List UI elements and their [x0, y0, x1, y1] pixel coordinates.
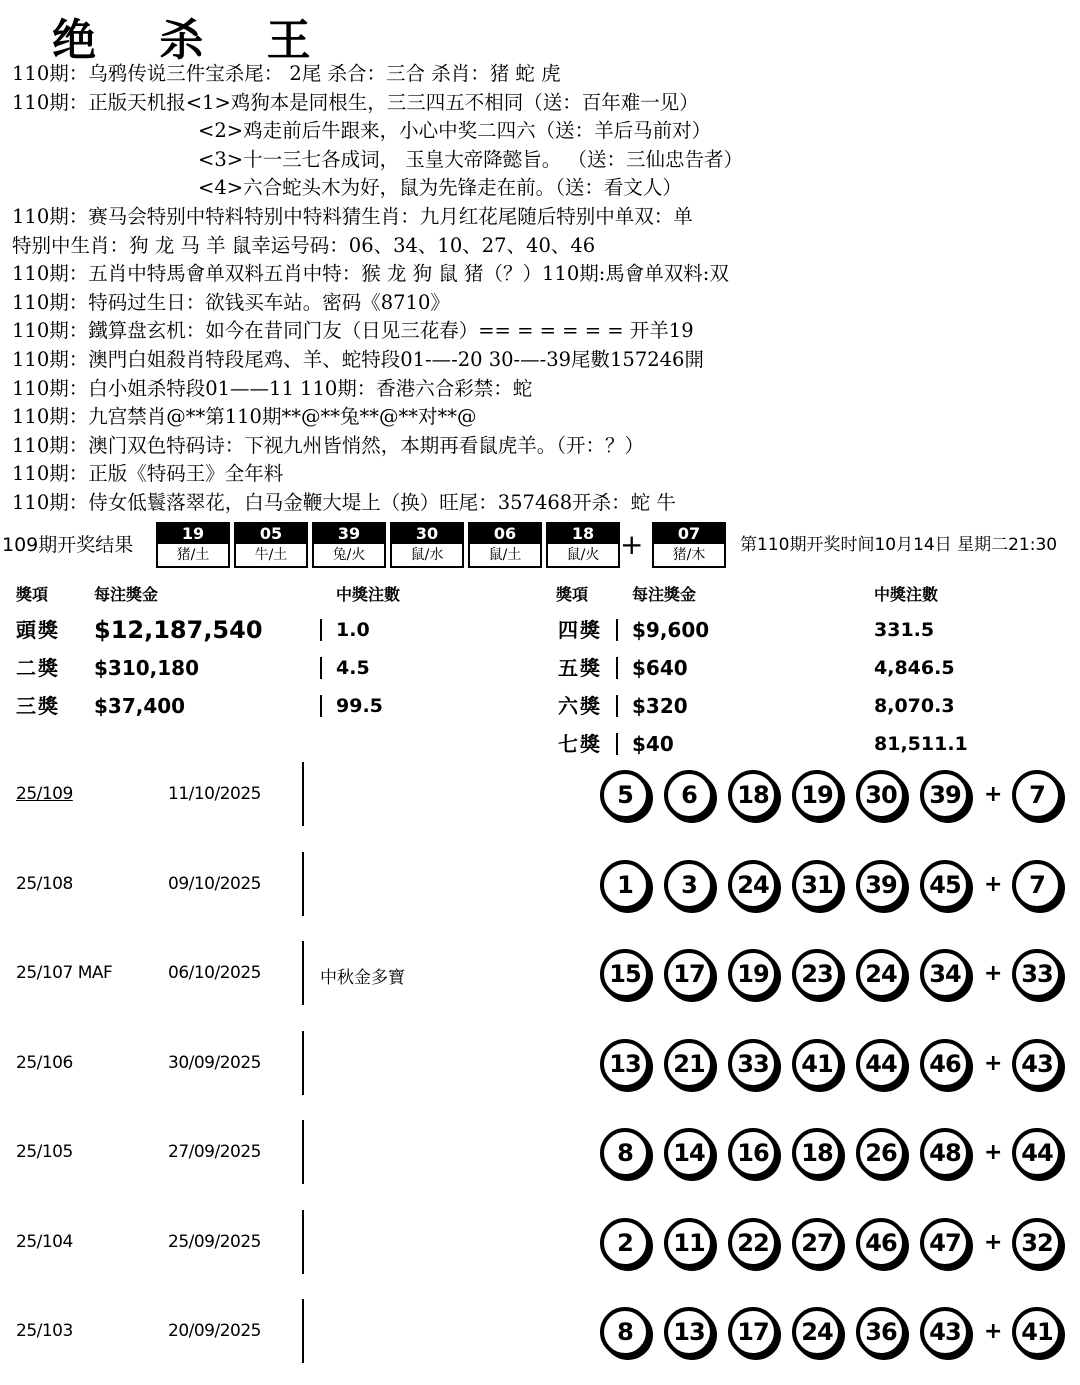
prize-header-name: 獎項	[556, 585, 589, 604]
draw-ball: 16	[728, 1128, 778, 1178]
result-ball-zodiac: 鼠/土	[488, 547, 522, 563]
draw-ball: 43	[920, 1307, 970, 1357]
prediction-line: 110期：九宫禁肖@**第110期**@**兔**@**对**@	[12, 405, 477, 429]
draw-special-ball: 43	[1012, 1039, 1062, 1089]
draw-ball: 46	[856, 1218, 906, 1268]
prize-amount: $9,600	[632, 618, 710, 642]
draw-date: 20/09/2025	[168, 1321, 261, 1341]
result-label: 109期开奖结果	[2, 534, 134, 556]
plus-icon: +	[984, 1050, 1003, 1076]
draw-special-ball: 7	[1012, 770, 1062, 820]
result-ball-zodiac: 兔/火	[332, 547, 366, 563]
draw-row	[0, 937, 1080, 1027]
prediction-line: 110期：五肖中特馬會单双料五肖中特：猴 龙 狗 鼠 猪（？）110期:馬會单双料:双	[12, 262, 729, 286]
draw-row	[0, 1295, 1080, 1385]
draw-ball: 17	[664, 949, 714, 999]
draw-ball: 15	[600, 949, 650, 999]
prize-count: 8,070.3	[874, 695, 955, 717]
prize-name: 六獎	[558, 694, 602, 718]
draw-ball: 18	[728, 770, 778, 820]
draw-ball: 19	[792, 770, 842, 820]
draw-ball: 34	[920, 949, 970, 999]
draw-ball: 5	[600, 770, 650, 820]
draw-date: 27/09/2025	[168, 1142, 261, 1162]
prize-amount: $310,180	[94, 656, 200, 680]
prediction-line: 110期：特码过生日：欲钱买车站。密码《8710》	[12, 290, 450, 314]
draw-row	[0, 1116, 1080, 1206]
result-ball-zodiac: 鼠/火	[566, 547, 600, 563]
prize-amount: $320	[632, 694, 688, 718]
prediction-line: 110期：赛马会特别中特料特别中特料猜生肖：九月红花尾随后特别中单双：单	[12, 204, 693, 228]
draw-special-ball: 44	[1012, 1128, 1062, 1178]
draw-row	[0, 1027, 1080, 1117]
draw-id[interactable]: 25/109	[16, 784, 73, 804]
prize-row	[0, 650, 540, 686]
draw-ball: 24	[728, 860, 778, 910]
draw-special-ball: 33	[1012, 949, 1062, 999]
result-ball	[468, 522, 542, 568]
draw-ball: 39	[920, 770, 970, 820]
column-divider	[320, 619, 322, 641]
plus-icon: +	[984, 961, 1003, 986]
draw-ball: 41	[792, 1039, 842, 1089]
prize-amount: $40	[632, 732, 674, 756]
prize-amount: $12,187,540	[94, 616, 263, 644]
result-ball-zodiac: 牛/土	[254, 547, 288, 563]
result-ball-number: 30	[392, 524, 462, 544]
draw-special-ball: 32	[1012, 1218, 1062, 1268]
prize-name: 五獎	[558, 656, 602, 680]
prediction-lines	[12, 60, 1072, 518]
prize-row	[0, 612, 540, 648]
draw-ball: 8	[600, 1128, 650, 1178]
prize-table	[0, 574, 1080, 764]
prediction-line: 110期：乌鸦传说三件宝杀尾： 2尾 杀合：三合 杀肖：猪 蛇 虎	[12, 62, 561, 85]
draw-ball: 2	[600, 1218, 650, 1268]
plus-icon: +	[984, 1140, 1003, 1165]
page-title: 绝 杀 王	[52, 15, 335, 66]
result-ball	[156, 522, 230, 568]
prize-amount: $640	[632, 656, 688, 680]
prediction-line: 110期：侍女低鬟落翠花，白马金鞭大堤上（换）旺尾：357468开杀：蛇 牛	[12, 490, 676, 514]
draw-ball: 11	[664, 1218, 714, 1268]
draw-ball: 1	[600, 860, 650, 910]
draw-ball: 46	[920, 1039, 970, 1089]
prediction-line: 110期：正版天机报<1>鸡狗本是同根生，三三四五不相同（送：百年难一见）	[12, 90, 699, 114]
prediction-line: 110期：正版《特码王》全年料	[12, 462, 284, 486]
draw-ball: 17	[728, 1307, 778, 1357]
plus-icon: +	[984, 871, 1003, 897]
column-divider	[302, 1299, 304, 1363]
draw-ball: 23	[792, 949, 842, 999]
draw-ball: 19	[728, 949, 778, 999]
prediction-line: <3>十一三七各成词， 玉皇大帝降懿旨。 （送：三仙忠告者）	[198, 147, 743, 171]
draw-ball: 14	[664, 1128, 714, 1178]
prize-header-name: 獎項	[16, 585, 49, 604]
prize-header-amount: 每注獎金	[94, 585, 159, 604]
draw-ball: 33	[728, 1039, 778, 1089]
draw-history	[0, 758, 1080, 1362]
draw-note: 中秋金多寶	[320, 968, 405, 988]
draw-id: 25/104	[16, 1231, 73, 1252]
draw-id: 25/103	[16, 1321, 73, 1341]
prize-count: 81,511.1	[874, 733, 968, 755]
draw-date: 25/09/2025	[168, 1231, 261, 1252]
result-ball	[546, 522, 620, 568]
result-ball-number: 19	[158, 524, 228, 544]
draw-date: 11/10/2025	[168, 784, 261, 804]
draw-ball: 44	[856, 1039, 906, 1089]
draw-ball: 13	[664, 1307, 714, 1357]
draw-date: 09/10/2025	[168, 873, 261, 894]
draw-ball: 18	[792, 1128, 842, 1178]
draw-id: 25/105	[16, 1142, 73, 1162]
draw-ball: 48	[920, 1128, 970, 1178]
prize-count: 331.5	[874, 619, 935, 641]
plus-icon: +	[984, 1229, 1003, 1255]
prediction-line: 特别中生肖：狗 龙 马 羊 鼠幸运号码：06、34、10、27、40、46	[12, 233, 596, 257]
draw-ball: 31	[792, 860, 842, 910]
prediction-line: 110期：澳门双色特码诗：下视九州皆悄然，本期再看鼠虎羊。（开：？）	[12, 433, 644, 457]
next-draw-time: 第110期开奖时间10月14日 星期二21:30	[740, 535, 1058, 555]
prediction-line: <2>鸡走前后牛跟来，小心中奖二四六（送：羊后马前对）	[198, 119, 712, 143]
column-divider	[320, 695, 322, 717]
draw-ball: 8	[600, 1307, 650, 1357]
result-ball-number: 06	[470, 524, 540, 544]
prize-row	[540, 726, 1080, 762]
prize-row	[540, 688, 1080, 724]
column-divider	[320, 657, 322, 679]
prize-name: 二獎	[16, 656, 60, 680]
result-ball-number: 07	[654, 524, 724, 544]
draw-special-ball: 7	[1012, 860, 1062, 910]
result-ball	[312, 522, 386, 568]
prize-header-count: 中獎注數	[874, 585, 939, 604]
draw-ball: 3	[664, 860, 714, 910]
prize-amount: $37,400	[94, 694, 186, 718]
prediction-line: 110期：澳門白姐殺肖特段尾鸡、羊、蛇特段01-—-20 30-—-39尾數157246開	[12, 347, 704, 371]
column-divider	[616, 695, 618, 717]
plus-icon: +	[620, 528, 644, 561]
draw-ball: 26	[856, 1128, 906, 1178]
prize-count: 1.0	[336, 619, 370, 641]
prize-row	[540, 650, 1080, 686]
result-ball	[390, 522, 464, 568]
draw-ball: 47	[920, 1218, 970, 1268]
column-divider	[302, 1210, 304, 1274]
draw-ball: 21	[664, 1039, 714, 1089]
result-ball-zodiac: 鼠/水	[410, 547, 444, 563]
plus-icon: +	[984, 782, 1003, 807]
prize-name: 三獎	[16, 694, 60, 718]
prediction-line: 110期：白小姐杀特段01——11 110期：香港六合彩禁：蛇	[12, 376, 533, 400]
column-divider	[616, 619, 618, 641]
draw-ball: 6	[664, 770, 714, 820]
column-divider	[302, 762, 304, 826]
draw-ball: 22	[728, 1218, 778, 1268]
draw-row	[0, 848, 1080, 938]
column-divider	[616, 733, 618, 755]
draw-ball: 45	[920, 860, 970, 910]
column-divider	[302, 852, 304, 916]
prize-header-amount: 每注獎金	[632, 585, 697, 604]
result-ball-number: 39	[314, 524, 384, 544]
prize-row	[0, 688, 540, 724]
column-divider	[302, 1120, 304, 1184]
result-ball-number: 05	[236, 524, 306, 544]
draw-ball: 39	[856, 860, 906, 910]
plus-icon: +	[984, 1319, 1003, 1344]
result-ball-number: 18	[548, 524, 618, 544]
prize-count: 4,846.5	[874, 657, 955, 679]
column-divider	[616, 657, 618, 679]
column-divider	[302, 941, 304, 1005]
result-ball-zodiac: 猪/土	[176, 547, 210, 563]
draw-id: 25/108	[16, 873, 73, 894]
draw-date: 30/09/2025	[168, 1052, 261, 1073]
result-special-ball	[652, 522, 726, 568]
draw-date: 06/10/2025	[168, 963, 261, 983]
draw-ball: 36	[856, 1307, 906, 1357]
result-bar	[0, 516, 1080, 570]
draw-row	[0, 758, 1080, 848]
prediction-line: <4>六合蛇头木为好，鼠为先锋走在前。（送：看文人）	[198, 176, 682, 200]
prize-name: 七獎	[558, 732, 602, 756]
prize-name: 四獎	[558, 618, 602, 642]
draw-row	[0, 1206, 1080, 1296]
draw-ball: 24	[856, 949, 906, 999]
column-divider	[302, 1031, 304, 1095]
draw-id: 25/107 MAF	[16, 963, 113, 983]
draw-ball: 13	[600, 1039, 650, 1089]
prize-header-count: 中獎注數	[336, 585, 401, 604]
prediction-line: 110期：鐵算盘玄机：如今在昔同门友（日见三花春）== = = = = = 开羊19	[12, 319, 694, 343]
prize-count: 99.5	[336, 695, 383, 717]
prize-name: 頭獎	[16, 618, 60, 642]
draw-special-ball: 41	[1012, 1307, 1062, 1357]
draw-ball: 30	[856, 770, 906, 820]
draw-id: 25/106	[16, 1052, 73, 1073]
result-ball-zodiac: 猪/木	[672, 547, 706, 563]
draw-ball: 24	[792, 1307, 842, 1357]
prize-count: 4.5	[336, 657, 370, 679]
draw-ball: 27	[792, 1218, 842, 1268]
result-ball	[234, 522, 308, 568]
prize-row	[540, 612, 1080, 648]
